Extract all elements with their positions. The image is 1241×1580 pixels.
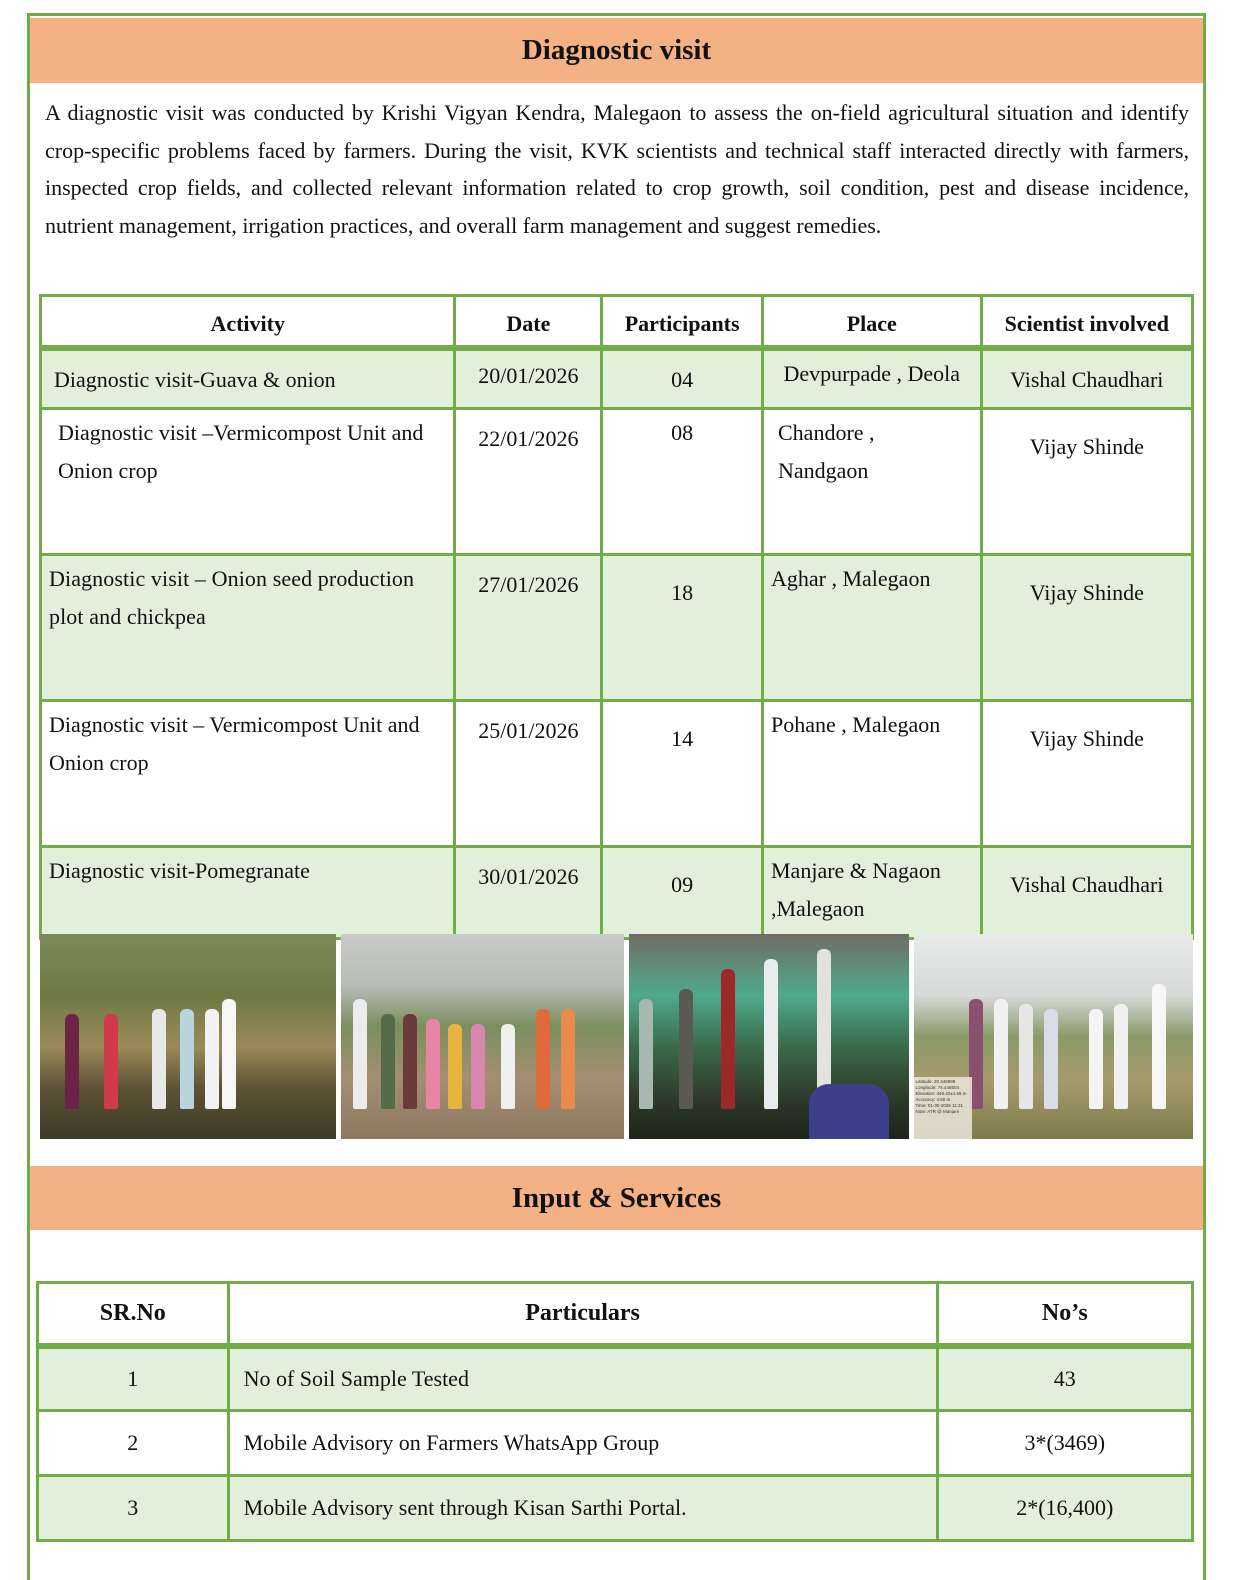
participants-cell: 08 (602, 408, 763, 554)
section-title: Input & Services (511, 1181, 722, 1214)
geo-accuracy: Accuracy: 4.50 m (915, 1097, 951, 1102)
diagnostic-visit-table (39, 294, 1194, 940)
date-cell: 22/01/2026 (455, 408, 602, 554)
participants-cell: 18 (602, 554, 763, 700)
person-figure (561, 1009, 575, 1109)
scientist-cell: Vijay Shinde (981, 700, 1192, 846)
particular-cell: Mobile Advisory on Farmers WhatsApp Group (228, 1411, 937, 1476)
particular-cell: Mobile Advisory sent through Kisan Sarthi Portal. (228, 1476, 937, 1541)
column-header-count: No’s (937, 1283, 1192, 1346)
table-header-row (38, 1283, 1193, 1346)
place-cell: Chandore , Nandgaon (763, 408, 982, 554)
geo-latitude: Latitude: 20.446989 (915, 1079, 956, 1084)
count-cell: 2*(16,400) (937, 1476, 1192, 1541)
column-header-date: Date (455, 296, 602, 348)
person-figure (180, 1009, 194, 1109)
scientist-cell: Vijay Shinde (981, 408, 1192, 554)
table-row (41, 554, 1193, 700)
place-cell: Manjare & Nagaon ,Malegaon (763, 846, 982, 938)
table-row (41, 348, 1193, 409)
date-cell: 20/01/2026 (455, 348, 602, 409)
table-row (38, 1411, 1193, 1476)
scientist-cell: Vishal Chaudhari (981, 348, 1192, 409)
farmers-at-vermicompost-bed-photo (40, 934, 336, 1139)
date-cell: 25/01/2026 (455, 700, 602, 846)
activity-cell: Diagnostic visit-Pomegranate (41, 846, 455, 938)
place-cell: Devpurpade , Deola (763, 348, 982, 409)
person-figure (679, 989, 693, 1109)
column-header-scientist: Scientist involved (981, 296, 1192, 348)
geo-time: Time: 01-30-2026 11:31 (915, 1103, 964, 1108)
particular-cell: No of Soil Sample Tested (228, 1346, 937, 1411)
count-cell: 3*(3469) (937, 1411, 1192, 1476)
person-figure (721, 969, 735, 1109)
person-figure (152, 1009, 166, 1109)
column-header-sr-no: SR.No (38, 1283, 229, 1346)
person-figure (1019, 1004, 1033, 1109)
pomegranate-orchard-group-photo (914, 934, 1194, 1139)
place-cell: Pohane , Malegaon (763, 700, 982, 846)
person-figure (501, 1024, 515, 1109)
farmers-in-onion-field-photo (341, 934, 624, 1139)
place-cell: Aghar , Malegaon (763, 554, 982, 700)
date-cell: 27/01/2026 (455, 554, 602, 700)
activity-cell: Diagnostic visit – Vermicompost Unit and Onion crop (41, 700, 455, 846)
person-figure (222, 999, 236, 1109)
person-figure (205, 1009, 219, 1109)
person-figure (104, 1014, 118, 1109)
column-header-particulars: Particulars (228, 1283, 937, 1346)
person-figure (381, 1014, 395, 1109)
scientist-cell: Vishal Chaudhari (981, 846, 1192, 938)
person-figure (639, 999, 653, 1109)
table-header-row (41, 296, 1193, 348)
column-header-activity: Activity (41, 296, 455, 348)
activity-cell: Diagnostic visit-Guava & onion (41, 348, 455, 409)
participants-cell: 09 (602, 846, 763, 938)
compost-cover-shape (809, 1084, 889, 1139)
table-row (41, 846, 1193, 938)
input-services-header (30, 1166, 1203, 1230)
person-figure (764, 959, 778, 1109)
column-header-place: Place (763, 296, 982, 348)
person-figure (994, 999, 1008, 1109)
geo-longitude: Longitude: 74.448504 (915, 1085, 960, 1090)
person-figure (1114, 1004, 1128, 1109)
person-figure (471, 1024, 485, 1109)
participants-cell: 14 (602, 700, 763, 846)
person-figure (353, 999, 367, 1109)
sr-no-cell: 1 (38, 1346, 229, 1411)
sr-no-cell: 3 (38, 1476, 229, 1541)
scientist-cell: Vijay Shinde (981, 554, 1192, 700)
person-figure (1152, 984, 1166, 1109)
person-figure (1044, 1009, 1058, 1109)
activity-cell: Diagnostic visit – Onion seed production plot and chickpea (41, 554, 455, 700)
sr-no-cell: 2 (38, 1411, 229, 1476)
geo-tag-overlay (914, 1077, 972, 1139)
geo-note: Note: ATR @ Manjare (915, 1109, 960, 1114)
table-row (41, 408, 1193, 554)
participants-cell: 04 (602, 348, 763, 409)
vermicompost-unit-inspection-photo (629, 934, 909, 1139)
table-row (38, 1476, 1193, 1541)
activity-cell: Diagnostic visit –Vermicompost Unit and Onion crop (41, 408, 455, 554)
column-header-participants: Participants (602, 296, 763, 348)
person-figure (65, 1014, 79, 1109)
photo-strip (40, 934, 1193, 1139)
count-cell: 43 (937, 1346, 1192, 1411)
input-services-table (36, 1281, 1194, 1542)
table-row (41, 700, 1193, 846)
date-cell: 30/01/2026 (455, 846, 602, 938)
person-figure (448, 1024, 462, 1109)
intro-paragraph: A diagnostic visit was conducted by Krishi Vigyan Kendra, Malegaon to assess the on-field agricultural situation and identify crop-specific problems faced by farmers. During the visit, KVK scientists and technical staff interacted directly with farmers, inspected crop fields, and collected relevant information related to crop growth, soil condition, pest and disease incidence, nutrient management, irrigation practices, and overall farm management and suggest remedies. (45, 100, 1189, 238)
geo-elevation: Elevation: 449.42±4.65 m (915, 1091, 967, 1096)
person-figure (403, 1014, 417, 1109)
person-figure (426, 1019, 440, 1109)
diagnostic-visit-header (30, 18, 1203, 83)
person-figure (1089, 1009, 1103, 1109)
section-title: Diagnostic visit (521, 34, 712, 66)
person-figure (536, 1009, 550, 1109)
table-row (38, 1346, 1193, 1411)
